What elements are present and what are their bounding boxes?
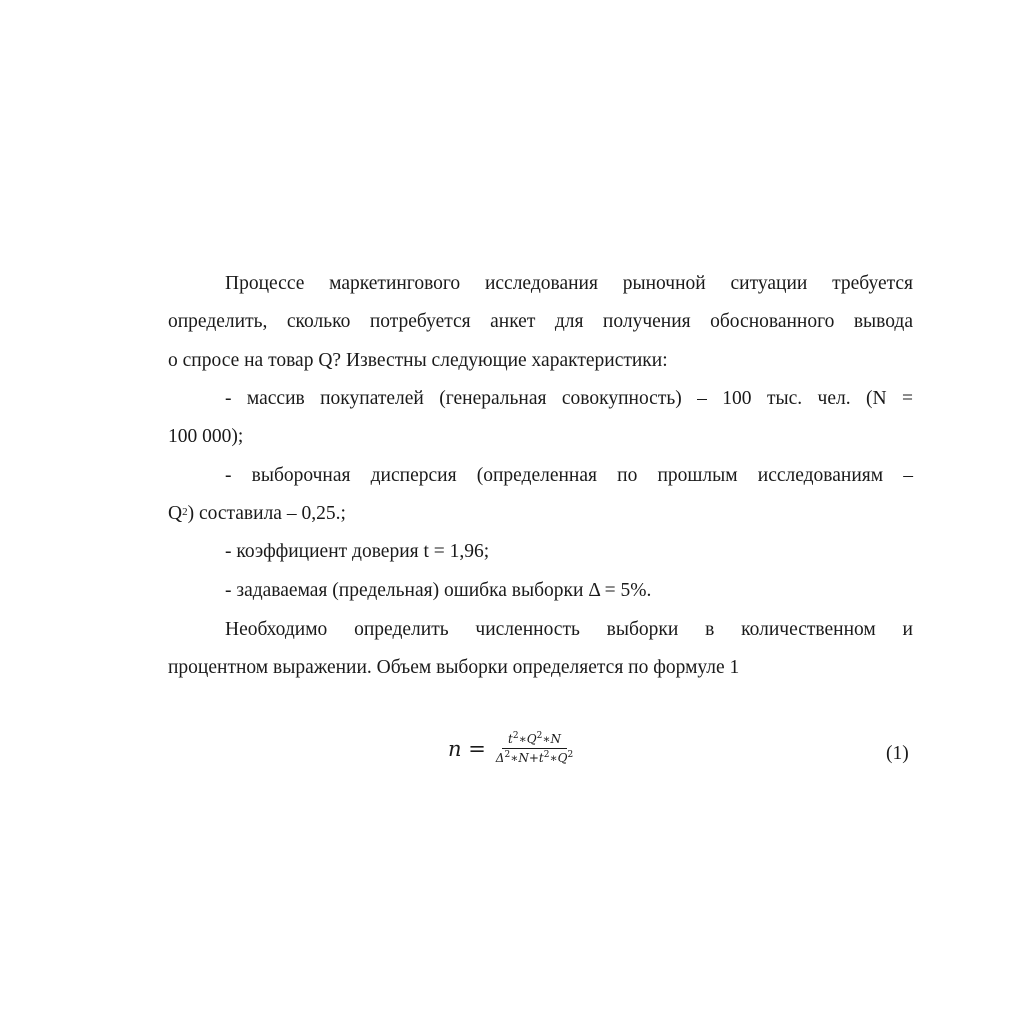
paragraph-1-line-3: о спросе на товар Q? Известны следующие характеристики: <box>168 350 668 371</box>
list-item-error: - задаваемая (предельная) ошибка выборки Δ = 5%. <box>225 580 652 601</box>
q-symbol: Q <box>168 503 183 524</box>
q-exponent: 2 <box>182 506 188 518</box>
paragraph-1-line-1: Процессе маркетингового исследования рыночной ситуации требуется <box>225 273 913 294</box>
paragraph-task-line-1: Необходимо определить численность выборки в количественном и <box>225 619 913 640</box>
list-item-confidence: - коэффициент доверия t = 1,96; <box>225 541 490 562</box>
paragraph-1-line-2: определить, сколько потребуется анкет для получения обоснованного вывода <box>168 311 913 332</box>
variance-text: ) составила – 0,25.; <box>187 503 346 524</box>
formula-lhs: n = <box>448 736 486 761</box>
formula-denominator: $\Delta^2∗N+t^2∗Q^2$ <box>495 750 574 765</box>
formula-numerator: $t^2∗Q^2∗N$ <box>502 732 567 749</box>
list-item-variance-line-1: - выборочная дисперсия (определенная по прошлым исследованиям – <box>225 465 913 486</box>
formula-number: (1) <box>886 743 909 764</box>
list-item-buyers-line-1: - массив покупателей (генеральная совокупность) – 100 тыс. чел. (N = <box>225 388 913 409</box>
formula-fraction <box>494 732 575 765</box>
sample-size-formula <box>448 732 575 765</box>
list-item-buyers-line-2: 100 000); <box>168 426 244 447</box>
paragraph-task-line-2: процентном выражении. Объем выборки определяется по формуле 1 <box>168 657 740 678</box>
list-item-variance-line-2 <box>168 502 913 526</box>
